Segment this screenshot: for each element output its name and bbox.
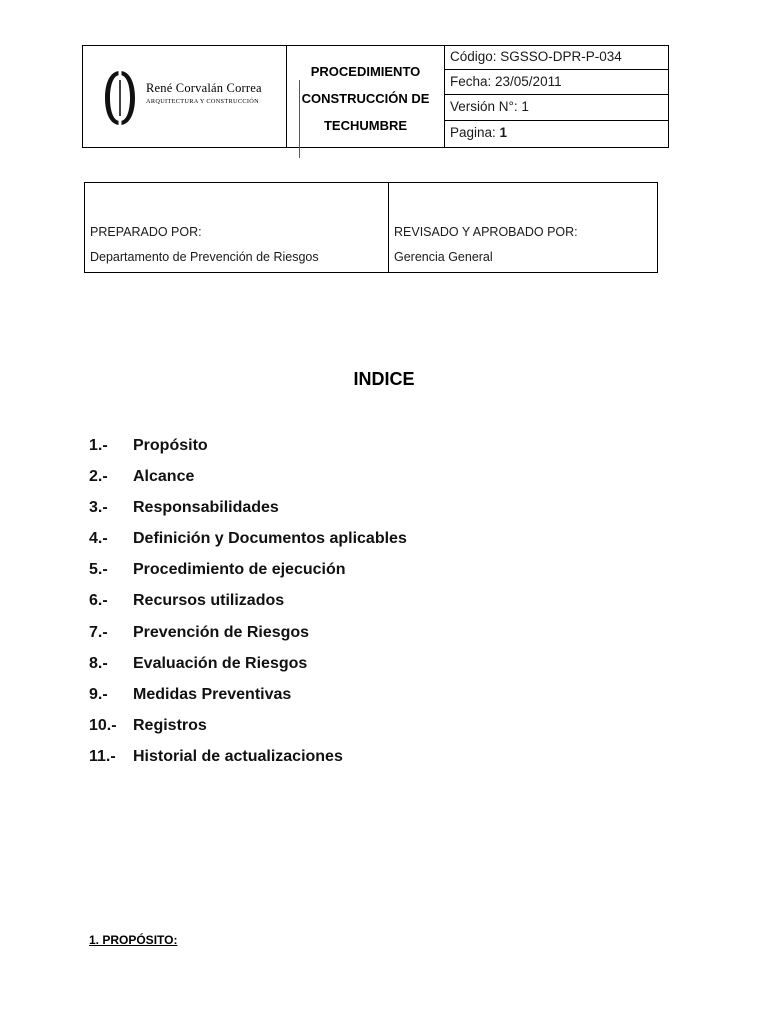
index-item [89, 589, 407, 620]
index-number: 3.- [89, 499, 108, 517]
index-number: 6.- [89, 592, 108, 610]
index-label: Prevención de Riesgos [133, 623, 310, 641]
index-label: Medidas Preventivas [133, 685, 292, 703]
index-item [89, 652, 407, 683]
reviewed-by-cell [389, 183, 658, 273]
approval-table [84, 182, 658, 273]
logo-divider [299, 80, 300, 158]
index-item [89, 621, 407, 652]
version-field: Versión N°: 1 [445, 95, 668, 121]
index-item [89, 558, 407, 589]
title-line: TECHUMBRE [323, 118, 408, 133]
index-number: 1.- [89, 437, 108, 454]
document-meta [445, 46, 669, 148]
document-header [82, 45, 669, 148]
section-heading: 1. PROPÓSITO: [89, 933, 178, 947]
company-logo [101, 68, 281, 128]
index-item [89, 745, 407, 776]
date-field: Fecha: 23/05/2011 [445, 70, 668, 96]
index-label: Recursos utilizados [133, 592, 285, 610]
page-number: 1 [499, 124, 508, 140]
index-item [89, 683, 407, 714]
index-item [89, 714, 407, 745]
title-line: CONSTRUCCIÓN DE [301, 91, 430, 106]
index-label: Historial de actualizaciones [133, 747, 343, 765]
company-name: René Corvalán Correa [146, 81, 262, 95]
index-item [89, 465, 407, 496]
prepared-by-value: Departamento de Prevención de Riesgos [90, 250, 319, 264]
logo-cell [83, 46, 287, 148]
index-label: Registros [133, 716, 207, 734]
prepared-by-cell [85, 183, 389, 273]
index-title: INDICE [353, 369, 415, 389]
index-label: Responsabilidades [133, 499, 279, 517]
reviewed-by-value: Gerencia General [394, 250, 493, 264]
index-number: 10.- [89, 716, 117, 734]
reviewed-by-label: REVISADO Y APROBADO POR: [394, 225, 578, 239]
index-label: Definición y Documentos aplicables [133, 530, 407, 548]
index-item [89, 496, 407, 527]
index-number: 7.- [89, 623, 108, 641]
index-label: Evaluación de Riesgos [133, 654, 308, 672]
index-number: 8.- [89, 654, 108, 672]
index-number: 2.- [89, 468, 108, 486]
index-number: 4.- [89, 530, 108, 548]
code-field: Código: SGSSO-DPR-P-034 [445, 47, 668, 70]
index-list [89, 434, 407, 776]
company-subtitle: ARQUITECTURA Y CONSTRUCCIÓN [146, 98, 259, 105]
index-number: 9.- [89, 685, 108, 703]
index-label: Alcance [133, 468, 195, 486]
index-number: 11.- [89, 747, 116, 765]
document-title [287, 46, 445, 148]
index-item [89, 434, 407, 465]
title-line: PROCEDIMIENTO [310, 64, 421, 79]
index-item [89, 527, 407, 558]
index-label: Propósito [133, 437, 208, 454]
page-field [445, 121, 668, 147]
index-label: Procedimiento de ejecución [133, 561, 346, 579]
prepared-by-label: PREPARADO POR: [90, 225, 202, 239]
company-logo-icon [101, 68, 139, 128]
page-label: Pagina: [450, 124, 500, 140]
index-number: 5.- [89, 561, 108, 579]
